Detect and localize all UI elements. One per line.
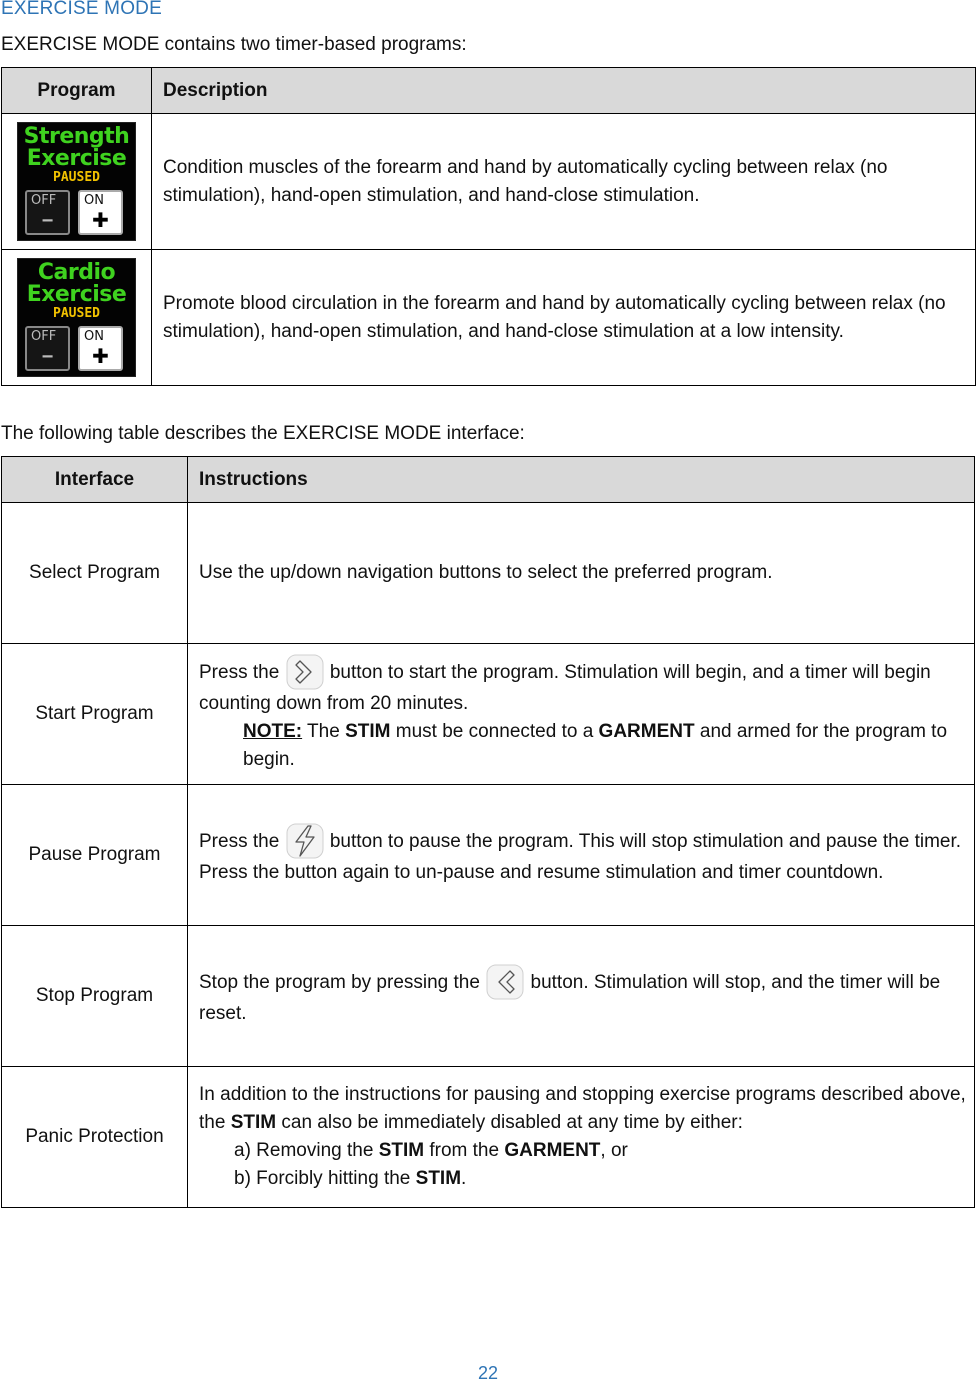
instruction-text: [188, 644, 975, 785]
page-number: 22: [477, 1363, 499, 1383]
instruction-text: [188, 926, 975, 1067]
program-row-cardio: [2, 250, 976, 386]
thumb-title-line2: Exercise: [26, 282, 127, 307]
header-instructions: Instructions: [188, 457, 975, 503]
row-stop-program: [2, 926, 975, 1067]
thumb-status: PAUSED: [53, 306, 100, 321]
note-text: and armed for the program to begin.: [243, 721, 948, 770]
panic-option-b: [199, 1165, 966, 1193]
thumb-title-line2: Exercise: [26, 146, 127, 171]
option-text: , or: [600, 1140, 628, 1161]
thumb-title-line1: Strength: [23, 124, 130, 149]
on-label: ON: [84, 193, 104, 208]
thumb-status: PAUSED: [53, 170, 100, 185]
interface-label: Stop Program: [2, 926, 188, 1067]
chevron-left-icon: [486, 964, 524, 1000]
cardio-exercise-thumbnail: [17, 258, 136, 377]
note-stim: STIM: [345, 721, 391, 742]
option-text: .: [461, 1168, 467, 1189]
off-label: OFF: [31, 193, 57, 208]
off-minus-button-graphic: [25, 326, 70, 371]
option-text: from the: [429, 1140, 500, 1161]
plus-icon: ✚: [92, 210, 109, 232]
programs-table: [1, 67, 976, 386]
off-minus-button-graphic: [25, 190, 70, 235]
interface-label: Select Program: [2, 503, 188, 644]
option-stim: STIM: [415, 1168, 462, 1189]
row-panic-protection: [2, 1067, 975, 1208]
instruction-text: Use the up/down navigation buttons to select the preferred program.: [188, 503, 975, 644]
note-text: The: [307, 721, 340, 742]
interface-table: [1, 456, 975, 1208]
chevron-right-icon: [286, 654, 324, 690]
option-stim: STIM: [378, 1140, 425, 1161]
minus-icon: −: [41, 346, 54, 368]
option-garment: GARMENT: [504, 1140, 601, 1161]
note-label: NOTE:: [243, 721, 303, 742]
instruction-pre: Press the: [199, 831, 280, 852]
interface-label: Start Program: [2, 644, 188, 785]
interface-label: Pause Program: [2, 785, 188, 926]
program-description: Promote blood circulation in the forearm and hand by automatically cycling between relax (no stimulation), hand-open stimulation, and hand-close stimulation at a low intensity.: [152, 250, 976, 386]
instruction-text: [188, 1067, 975, 1208]
on-plus-button-graphic: [78, 190, 123, 235]
row-start-program: [2, 644, 975, 785]
instruction-text: [188, 785, 975, 926]
row-select-program: [2, 503, 975, 644]
programs-table-header: [2, 68, 976, 114]
instruction-pre: Press the: [199, 662, 280, 683]
interface-label: Panic Protection: [2, 1067, 188, 1208]
instruction-pre: Stop the program by pressing the: [199, 972, 480, 993]
section-heading: EXERCISE MODE: [1, 0, 162, 19]
header-description: Description: [152, 68, 976, 114]
panic-stim: STIM: [230, 1112, 277, 1133]
instruction-post: button to pause the program. This will stop stimulation and pause the timer. Press the button again to un-pause and resume stimulation and timer countdown.: [199, 831, 962, 883]
panic-text: can also be immediately disabled at any time by either:: [281, 1112, 743, 1133]
option-text: a) Removing the: [234, 1140, 374, 1161]
instruction-post: button. Stimulation will stop, and the timer will be reset.: [199, 972, 941, 1024]
minus-icon: −: [41, 210, 54, 232]
program-description: Condition muscles of the forearm and hand by automatically cycling between relax (no stimulation), hand-open stimulation, and hand-close stimulation.: [152, 114, 976, 250]
on-label: ON: [84, 329, 104, 344]
program-thumb-cell: [2, 250, 152, 386]
plus-icon: ✚: [92, 346, 109, 368]
strength-exercise-thumbnail: [17, 122, 136, 241]
program-thumb-cell: [2, 114, 152, 250]
note: [199, 718, 966, 774]
off-label: OFF: [31, 329, 57, 344]
instruction-post: button to start the program. Stimulation will begin, and a timer will begin counting down from 20 minutes.: [199, 662, 931, 714]
note-garment: GARMENT: [598, 721, 695, 742]
header-interface: Interface: [2, 457, 188, 503]
intro-text: EXERCISE MODE contains two timer-based programs:: [1, 34, 467, 55]
program-row-strength: [2, 114, 976, 250]
on-plus-button-graphic: [78, 326, 123, 371]
row-pause-program: [2, 785, 975, 926]
interface-table-header: [2, 457, 975, 503]
panic-option-a: [199, 1137, 966, 1165]
note-text: must be connected to a: [395, 721, 594, 742]
interface-intro-text: The following table describes the EXERCISE MODE interface:: [1, 423, 525, 444]
header-program: Program: [2, 68, 152, 114]
thumb-title-line1: Cardio: [37, 260, 116, 285]
panic-text: In addition to the instructions for pausing and stopping exercise programs described above, the: [199, 1084, 966, 1133]
option-text: b) Forcibly hitting the: [234, 1168, 411, 1189]
lightning-bolt-icon: [286, 823, 324, 859]
